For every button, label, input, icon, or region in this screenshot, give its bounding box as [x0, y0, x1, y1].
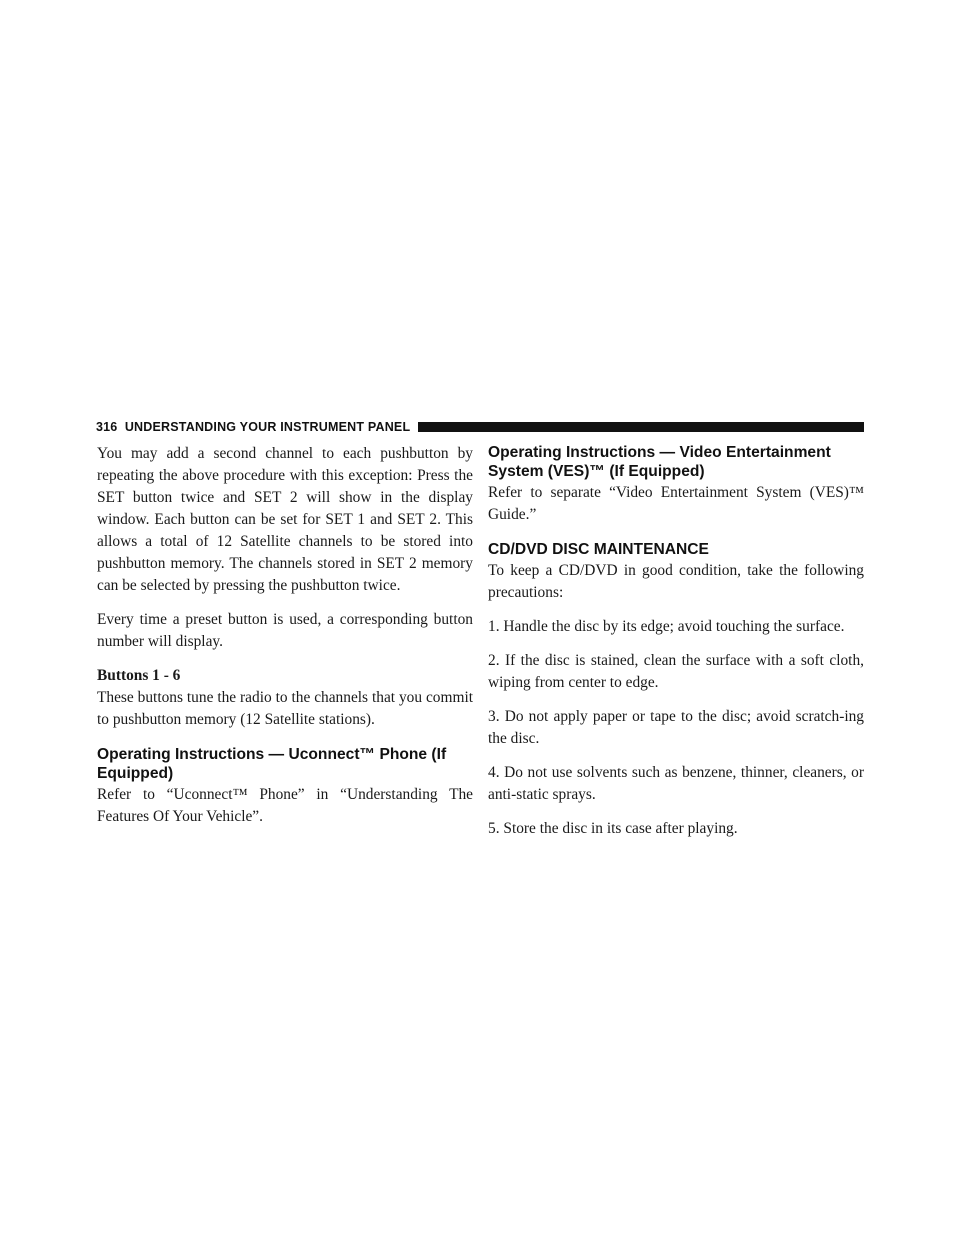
left-column: [97, 443, 473, 840]
step-1: 1. Handle the disc by its edge; avoid touching the surface.: [488, 618, 845, 635]
step-5: 5. Store the disc in its case after playing.: [488, 820, 738, 837]
cd-dvd-heading: CD/DVD DISC MAINTENANCE: [488, 541, 709, 558]
paragraph-uconnect: Refer to “Uconnect™ Phone” in “Understanding The Features Of Your Vehicle”.: [97, 786, 473, 825]
header-rule: [418, 422, 864, 432]
buttons-heading: Buttons 1 - 6: [97, 667, 181, 684]
ves-heading: Operating Instructions — Video Entertainment System (VES)™ (If Equipped): [488, 444, 831, 480]
paragraph-cd-intro: To keep a CD/DVD in good condition, take the following precautions:: [488, 562, 864, 601]
page-header: [96, 419, 864, 435]
right-column: [488, 443, 864, 852]
paragraph-second-channel: You may add a second channel to each pushbutton by repeating the above procedure with this exception: Press the SET button twice and SET 2 will show in the display window. Each button can be set for SET 1 and SET 2. This allows a total of 12 Satellite channels to be stored into pushbutton memory. The channels stored in SET 2 memory can be selected by pressing the pushbutton twice.: [97, 445, 473, 594]
page-number: 316: [96, 420, 118, 434]
paragraph-buttons: These buttons tune the radio to the channels that you commit to pushbutton memory (12 Satellite stations).: [97, 689, 473, 728]
step-3: 3. Do not apply paper or tape to the disc; avoid scratch-ing the disc.: [488, 708, 864, 747]
paragraph-ves: Refer to separate “Video Entertainment System (VES)™ Guide.”: [488, 484, 864, 523]
header-text: [96, 420, 418, 434]
step-4: 4. Do not use solvents such as benzene, thinner, cleaners, or anti-static sprays.: [488, 764, 864, 803]
paragraph-preset-display: Every time a preset button is used, a corresponding button number will display.: [97, 611, 473, 650]
uconnect-heading: Operating Instructions — Uconnect™ Phone (If Equipped): [97, 746, 447, 782]
step-2: 2. If the disc is stained, clean the surface with a soft cloth, wiping from center to edge.: [488, 652, 864, 691]
section-title: UNDERSTANDING YOUR INSTRUMENT PANEL: [124, 420, 411, 434]
